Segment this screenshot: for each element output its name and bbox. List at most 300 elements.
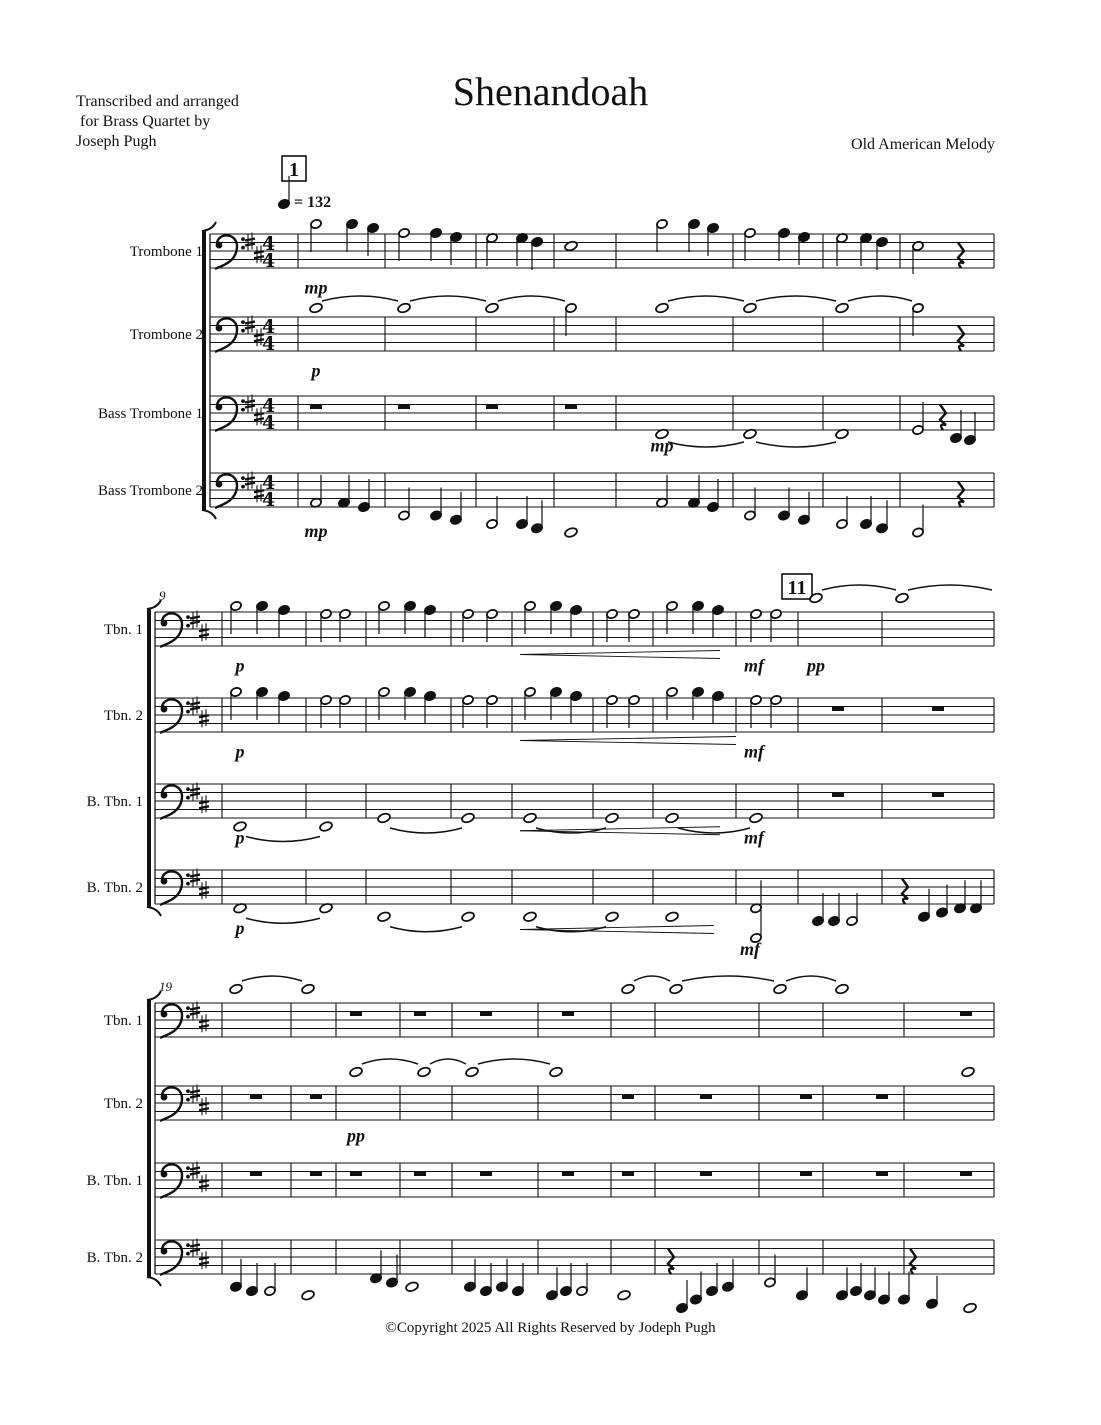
clef-dot-main xyxy=(161,706,168,713)
tie xyxy=(848,296,912,301)
notehead xyxy=(367,223,379,234)
dynamic-marking: p xyxy=(235,741,245,762)
whole-rest xyxy=(960,1172,972,1177)
notehead xyxy=(358,502,370,513)
notehead xyxy=(462,609,474,620)
bass-line-note xyxy=(690,1272,702,1305)
tie xyxy=(668,442,744,447)
sustained-note xyxy=(743,302,757,314)
whole-rest xyxy=(250,1172,262,1177)
notehead xyxy=(666,687,678,698)
copyright-footer: ©Copyright 2025 All Rights Reserved by Jodeph Pugh xyxy=(385,1320,716,1336)
sharp-bar xyxy=(199,1103,209,1105)
clef-curve xyxy=(160,1087,182,1120)
notehead xyxy=(531,237,543,248)
melody-note xyxy=(310,219,322,252)
notehead xyxy=(912,425,924,436)
notehead xyxy=(707,502,719,513)
notehead xyxy=(605,812,619,824)
sharp-bar xyxy=(190,1245,200,1247)
bracket-bottom-hook xyxy=(147,1277,161,1286)
notehead xyxy=(722,1281,734,1292)
instrument-label: B. Tbn. 1 xyxy=(86,794,143,810)
notehead xyxy=(424,605,436,616)
dynamic-marking: mf xyxy=(740,939,760,959)
notehead xyxy=(836,519,848,530)
notehead xyxy=(230,687,242,698)
bass-line-note xyxy=(926,1276,938,1309)
clef-dot-main xyxy=(161,1171,168,1178)
notehead xyxy=(398,510,410,521)
key-signature-sharps xyxy=(190,1239,209,1270)
whole-rest xyxy=(250,1095,262,1100)
sharp-bar xyxy=(190,1096,200,1098)
sharp-bar xyxy=(199,1108,209,1110)
notehead xyxy=(798,514,810,525)
sustained-note xyxy=(961,1066,975,1078)
clef-dot-main xyxy=(216,404,223,411)
melody-note xyxy=(628,695,640,728)
instrument-label: Tbn. 1 xyxy=(103,1013,143,1029)
clef-dot-upper xyxy=(186,873,190,877)
crescendo-hairpin xyxy=(520,741,736,745)
clef-curve xyxy=(160,1241,182,1274)
tie xyxy=(668,296,744,301)
sharp-bar xyxy=(190,1091,200,1093)
time-signature-numerator: 4 xyxy=(262,233,276,255)
notehead xyxy=(770,695,782,706)
clef-dot-upper xyxy=(186,701,190,705)
melody-note xyxy=(278,691,290,724)
dynamic-marking: p xyxy=(235,917,245,938)
notehead xyxy=(346,219,358,230)
whole-rest xyxy=(350,1012,362,1017)
sharp-bar xyxy=(199,1257,209,1259)
melody-note xyxy=(712,691,724,724)
whole-rest xyxy=(562,1012,574,1017)
notehead xyxy=(516,519,528,530)
notehead xyxy=(926,1298,938,1309)
notehead xyxy=(405,1281,419,1293)
whole-rest xyxy=(310,405,322,410)
notehead xyxy=(918,911,930,922)
notehead xyxy=(424,691,436,702)
sharp-bar xyxy=(199,806,209,808)
bass-line-note xyxy=(778,488,790,521)
melody-note xyxy=(688,219,700,252)
sustained-note xyxy=(349,1066,363,1078)
notehead xyxy=(404,687,416,698)
clef-dot-lower xyxy=(241,246,245,250)
notehead xyxy=(846,916,858,927)
clef-dot-upper xyxy=(186,615,190,619)
notehead xyxy=(656,219,668,230)
notehead xyxy=(310,219,322,230)
bass-note xyxy=(749,812,763,824)
notehead xyxy=(835,302,849,314)
clef-curve xyxy=(215,474,237,507)
melody-note xyxy=(606,609,618,642)
whole-rest xyxy=(622,1172,634,1177)
sharp-bar xyxy=(245,478,255,480)
bass-line-note xyxy=(516,496,528,529)
sharp-bar xyxy=(199,634,209,636)
clef-dot-upper xyxy=(186,787,190,791)
clef-curve xyxy=(160,1164,182,1197)
notehead xyxy=(486,609,498,620)
notehead xyxy=(836,1290,848,1301)
clef-dot-upper xyxy=(186,1089,190,1093)
sharp-bar xyxy=(190,1250,200,1252)
tie xyxy=(410,296,486,301)
time-signature-denominator: 4 xyxy=(262,489,276,511)
bass-line-note xyxy=(954,880,966,913)
clef-dot-upper xyxy=(241,320,245,324)
notehead xyxy=(309,302,323,314)
key-signature-sharps xyxy=(190,611,209,642)
whole-rest xyxy=(480,1172,492,1177)
clef-dot-main xyxy=(216,242,223,249)
rehearsal-mark-label: 1 xyxy=(289,159,299,181)
bass-line-note xyxy=(617,1289,631,1301)
notehead xyxy=(778,510,790,521)
key-signature-sharps xyxy=(190,1085,209,1116)
sustained-note xyxy=(895,592,909,604)
sharp-bar xyxy=(199,1025,209,1027)
notehead xyxy=(461,911,475,923)
bass-line-note xyxy=(605,911,619,923)
bass-clef-icon xyxy=(160,1241,190,1274)
sharp-bar xyxy=(190,1168,200,1170)
tie xyxy=(634,976,670,981)
notehead xyxy=(690,1294,702,1305)
whole-rest xyxy=(700,1095,712,1100)
notehead xyxy=(876,237,888,248)
notehead xyxy=(950,433,962,444)
notehead xyxy=(246,1286,258,1297)
melody-note xyxy=(486,695,498,728)
melody-note xyxy=(744,228,756,261)
bass-line-note xyxy=(688,475,700,508)
sustained-note xyxy=(835,302,849,314)
notehead xyxy=(666,601,678,612)
dynamic-marking: p xyxy=(311,360,321,381)
notehead xyxy=(621,983,635,995)
tie xyxy=(362,1059,418,1064)
notehead xyxy=(230,1281,242,1292)
notehead xyxy=(692,687,704,698)
notehead xyxy=(319,821,333,833)
notehead xyxy=(764,1277,776,1288)
sharp-bar xyxy=(245,244,255,246)
bass-note xyxy=(605,812,619,824)
clef-dot-upper xyxy=(241,476,245,480)
clef-curve xyxy=(160,1004,182,1037)
tie xyxy=(246,837,320,842)
sustained-note xyxy=(655,302,669,314)
sharp-bar xyxy=(190,794,200,796)
melody-note xyxy=(656,219,668,252)
quarter-rest xyxy=(668,1249,674,1275)
whole-rest xyxy=(800,1172,812,1177)
melody-note xyxy=(798,232,810,265)
notehead xyxy=(546,1290,558,1301)
notehead xyxy=(744,228,756,239)
notehead xyxy=(349,1066,363,1078)
notehead xyxy=(605,911,619,923)
quarter-rest xyxy=(958,243,964,269)
melody-note xyxy=(424,691,436,724)
instrument-label: Tbn. 2 xyxy=(103,1096,143,1112)
notehead xyxy=(878,1294,890,1305)
sustained-note xyxy=(465,1066,479,1078)
bass-clef-icon xyxy=(160,785,190,818)
arranger-line-1: Transcribed and arranged xyxy=(76,93,239,110)
tie xyxy=(246,918,320,923)
sharp-bar xyxy=(199,892,209,894)
bass-clef-icon xyxy=(215,474,245,507)
notehead xyxy=(278,199,290,210)
bass-line-note xyxy=(828,893,840,926)
sharp-bar xyxy=(199,715,209,717)
time-signature-numerator: 4 xyxy=(262,316,276,338)
bass-line-note xyxy=(665,911,679,923)
bass-clef-icon xyxy=(160,871,190,904)
bass-line-note xyxy=(676,1280,688,1313)
clef-dot-lower xyxy=(186,1252,190,1256)
notehead xyxy=(485,302,499,314)
notehead xyxy=(523,911,537,923)
sharp-bar xyxy=(245,322,255,324)
melody-note xyxy=(462,609,474,642)
sharp-bar xyxy=(199,1262,209,1264)
quarter-rest xyxy=(958,326,964,352)
clef-dot-main xyxy=(161,1248,168,1255)
instrument-label: Trombone 1 xyxy=(129,244,203,260)
notehead xyxy=(550,687,562,698)
bass-line-note xyxy=(358,479,370,512)
dynamic-marking: p xyxy=(235,827,245,848)
bracket-bottom-hook xyxy=(202,510,216,519)
key-signature-sharps xyxy=(190,869,209,900)
whole-rest xyxy=(414,1012,426,1017)
bass-line-note xyxy=(377,911,391,923)
notehead xyxy=(692,601,704,612)
quarter-rest xyxy=(958,482,964,508)
bass-clef-icon xyxy=(215,397,245,430)
sustained-note xyxy=(669,983,683,995)
bass-line-note xyxy=(850,1263,862,1296)
whole-rest xyxy=(832,707,844,712)
clef-dot-lower xyxy=(186,1015,190,1019)
melody-note xyxy=(320,609,332,642)
notehead xyxy=(688,219,700,230)
whole-rest xyxy=(960,1012,972,1017)
clef-dot-lower xyxy=(186,1098,190,1102)
sustained-note xyxy=(835,983,849,995)
tie xyxy=(908,585,992,590)
bass-line-note xyxy=(461,911,475,923)
bass-line-note xyxy=(878,1272,890,1305)
sharp-bar xyxy=(190,1173,200,1175)
rehearsal-mark-label: 11 xyxy=(787,577,807,599)
bass-note xyxy=(950,410,962,443)
clef-dot-upper xyxy=(186,1006,190,1010)
sharp-bar xyxy=(190,1013,200,1015)
notehead xyxy=(712,691,724,702)
melody-note xyxy=(750,695,762,728)
clef-dot-main xyxy=(161,1094,168,1101)
notehead xyxy=(278,691,290,702)
tie xyxy=(786,976,836,981)
bass-line-note xyxy=(512,1263,524,1296)
notehead xyxy=(606,695,618,706)
bass-line-note xyxy=(230,1259,242,1292)
bass-line-note xyxy=(918,889,930,922)
whole-rest xyxy=(932,793,944,798)
instrument-label: B. Tbn. 1 xyxy=(86,1173,143,1189)
sustained-note xyxy=(397,302,411,314)
bass-note xyxy=(461,812,475,824)
clef-dot-upper xyxy=(186,1166,190,1170)
notehead xyxy=(565,303,577,314)
measure-number: 9 xyxy=(159,588,166,603)
bass-note xyxy=(319,821,333,833)
melody-note xyxy=(339,609,351,642)
notehead xyxy=(386,1277,398,1288)
whole-rest xyxy=(414,1172,426,1177)
dynamic-marking: mp xyxy=(304,277,328,298)
sustained-note xyxy=(485,302,499,314)
notehead xyxy=(564,527,578,539)
bass-line-note xyxy=(707,479,719,512)
measure-number: 19 xyxy=(159,979,172,994)
tie xyxy=(682,976,774,981)
notehead xyxy=(576,1286,588,1297)
sustained-note xyxy=(417,1066,431,1078)
bass-clef-icon xyxy=(215,318,245,351)
bass-line-note xyxy=(496,1259,508,1292)
piece-title: Shenandoah xyxy=(452,69,649,114)
time-signature-denominator: 4 xyxy=(262,333,276,355)
bass-line-note xyxy=(936,885,948,918)
whole-rest xyxy=(562,1172,574,1177)
sharp-bar xyxy=(199,1020,209,1022)
whole-rest xyxy=(700,1172,712,1177)
bass-line-note xyxy=(301,1289,315,1301)
bass-line-note xyxy=(486,496,498,529)
clef-curve xyxy=(160,871,182,904)
notehead xyxy=(404,601,416,612)
bass-line-note xyxy=(338,475,350,508)
notehead xyxy=(606,609,618,620)
melody-note xyxy=(320,695,332,728)
instrument-label: Bass Trombone 1 xyxy=(97,406,203,422)
notehead xyxy=(417,1066,431,1078)
tie xyxy=(390,828,462,833)
sharp-bar xyxy=(245,327,255,329)
sustained-note xyxy=(565,303,577,336)
melody-note xyxy=(564,240,578,252)
melody-note xyxy=(462,695,474,728)
clef-curve xyxy=(215,235,237,268)
bass-note xyxy=(912,402,924,435)
key-signature-sharps xyxy=(190,1002,209,1033)
sustained-note xyxy=(773,983,787,995)
notehead xyxy=(320,695,332,706)
clef-curve xyxy=(160,699,182,732)
bass-line-note xyxy=(750,880,762,913)
notehead xyxy=(570,691,582,702)
dynamic-marking: mf xyxy=(744,827,764,848)
notehead xyxy=(480,1286,492,1297)
clef-dot-lower xyxy=(241,329,245,333)
bass-line-note xyxy=(264,1263,276,1296)
whole-rest xyxy=(310,1095,322,1100)
notehead xyxy=(570,605,582,616)
notehead xyxy=(895,592,909,604)
clef-dot-lower xyxy=(241,408,245,412)
notehead xyxy=(665,911,679,923)
bass-line-note xyxy=(560,1263,572,1296)
sustained-note xyxy=(549,1066,563,1078)
bass-line-note xyxy=(744,488,756,521)
bass-line-note xyxy=(812,893,824,926)
notehead xyxy=(230,601,242,612)
notehead xyxy=(256,601,268,612)
notehead xyxy=(770,609,782,620)
notehead xyxy=(378,601,390,612)
sharp-bar xyxy=(190,1008,200,1010)
notehead xyxy=(549,1066,563,1078)
melody-note xyxy=(770,695,782,728)
sharp-bar xyxy=(199,629,209,631)
sustained-note xyxy=(912,303,924,336)
bass-clef-icon xyxy=(215,235,245,268)
sharp-bar xyxy=(190,622,200,624)
bass-line-note xyxy=(860,496,872,529)
sharp-bar xyxy=(245,483,255,485)
bass-line-note xyxy=(386,1255,398,1288)
notehead xyxy=(798,232,810,243)
notehead xyxy=(301,1289,315,1301)
bass-line-note xyxy=(480,1263,492,1296)
sharp-bar xyxy=(245,401,255,403)
bass-line-note xyxy=(450,492,462,525)
sharp-bar xyxy=(245,406,255,408)
notehead xyxy=(461,812,475,824)
bass-line-note xyxy=(912,505,924,538)
melody-note xyxy=(424,605,436,638)
melody-note xyxy=(750,609,762,642)
notehead xyxy=(486,695,498,706)
clef-curve xyxy=(160,613,182,646)
bass-line-note xyxy=(706,1263,718,1296)
melody-note xyxy=(339,695,351,728)
crescendo-hairpin xyxy=(520,655,720,659)
tie xyxy=(322,296,398,301)
whole-rest xyxy=(832,793,844,798)
melody-note xyxy=(430,228,442,261)
dynamic-marking: p xyxy=(235,655,245,676)
crescendo-hairpin xyxy=(520,926,714,930)
key-signature-sharps xyxy=(190,1162,209,1193)
instrument-label: Tbn. 2 xyxy=(103,708,143,724)
dynamic-marking: mp xyxy=(650,435,674,456)
melody-note xyxy=(628,609,640,642)
time-signature-numerator: 4 xyxy=(262,395,276,417)
whole-rest xyxy=(480,1012,492,1017)
